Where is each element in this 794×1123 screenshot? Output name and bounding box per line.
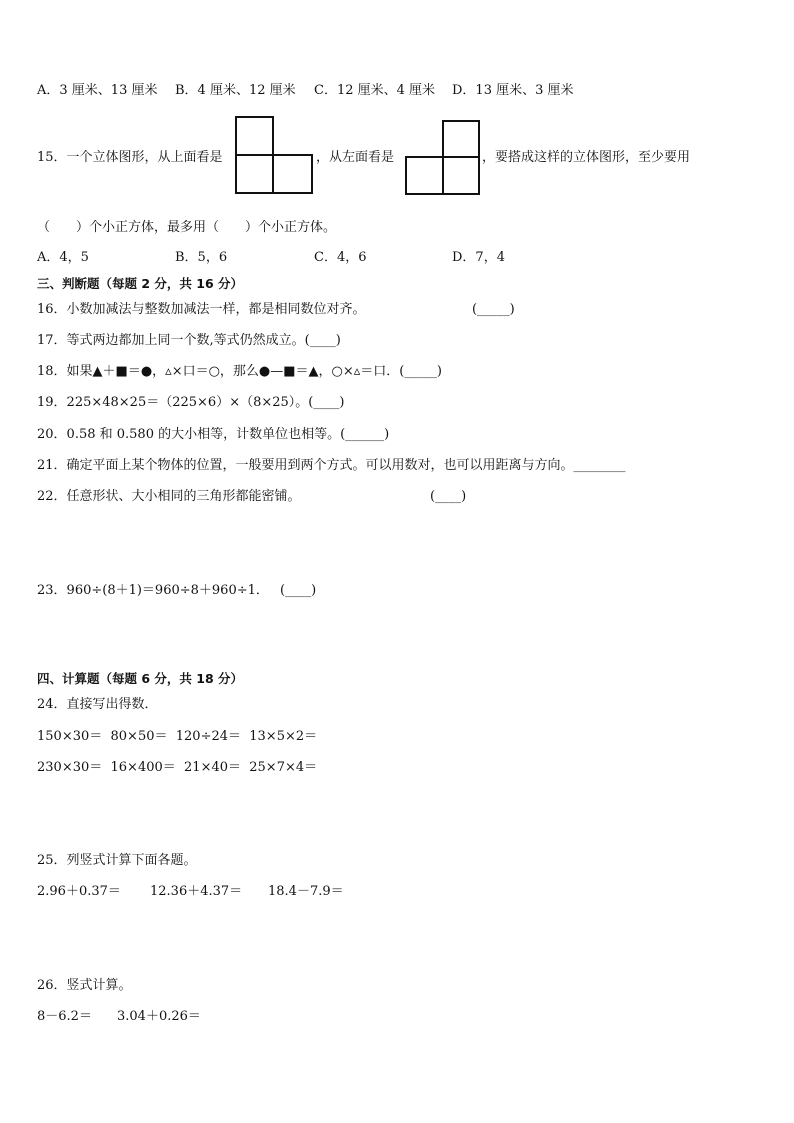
q14-option-c: C．12 厘米、4 厘米 [314, 83, 436, 98]
top-view-square [272, 154, 313, 194]
q15-text-part2: ，从左面看是 [316, 150, 395, 165]
q14-option-a: A．3 厘米、13 厘米 [37, 83, 158, 98]
q22-text: 22．任意形状、大小相同的三角形都能密铺。 [37, 489, 301, 504]
q21-text: 21．确定平面上某个物体的位置，一般要用到两个方式。可以用数对，也可以用距离与方向。________ [37, 458, 626, 473]
q18-text: 18．如果▲＋■＝●，▵×口＝○，那么●—■＝▲，○×▵＝口．(_____) [37, 364, 442, 379]
top-view-figure [235, 116, 313, 194]
q15-text-line2: （ ）个小正方体，最多用（ ）个小正方体。 [37, 220, 337, 235]
q15-option-c: C．4，6 [314, 250, 367, 265]
q23-answer-blank[interactable]: (____) [280, 583, 317, 598]
q16-answer-blank[interactable]: (_____) [472, 302, 515, 317]
q23-text: 23．960÷(8＋1)＝960÷8＋960÷1． [37, 583, 269, 598]
q14-option-d: D．13 厘米、3 厘米 [452, 83, 574, 98]
q26-title: 26．竖式计算。 [37, 978, 132, 993]
q15-option-d: D．7，4 [452, 250, 505, 265]
q15-text-part3: ，要搭成这样的立体图形，至少要用 [482, 150, 691, 165]
left-view-square [442, 120, 480, 158]
q24-title: 24．直接写出得数． [37, 697, 158, 712]
q24-row-2: 230×30＝ 16×400＝ 21×40＝ 25×7×4＝ [37, 760, 318, 775]
left-view-square [405, 156, 444, 195]
q20-text: 20．0.58 和 0.580 的大小相等，计数单位也相等。(______) [37, 427, 390, 442]
q25-item: 2.96＋0.37＝ [37, 884, 121, 899]
q17-text: 17．等式两边都加上同一个数,等式仍然成立。(____) [37, 333, 341, 348]
q24-row-1: 150×30＝ 80×50＝ 120÷24＝ 13×5×2＝ [37, 729, 318, 744]
q15-option-a: A．4，5 [37, 250, 89, 265]
q25-item: 18.4－7.9＝ [268, 884, 344, 899]
q25-item: 12.36＋4.37＝ [150, 884, 243, 899]
q15-option-b: B．5，6 [175, 250, 228, 265]
q16-text: 16．小数加减法与整数加减法一样，都是相同数位对齐。 [37, 302, 366, 317]
top-view-square [235, 154, 274, 194]
q15-text-part1: 15．一个立体图形，从上面看是 [37, 150, 223, 165]
q22-answer-blank[interactable]: (____) [430, 489, 467, 504]
q25-title: 25．列竖式计算下面各题。 [37, 853, 197, 868]
section-4-title: 四、计算题（每题 6 分，共 18 分） [37, 671, 244, 686]
q26-item: 3.04＋0.26＝ [117, 1009, 201, 1024]
left-view-square [442, 156, 480, 195]
q14-option-b: B．4 厘米、12 厘米 [175, 83, 296, 98]
q19-text: 19．225×48×25＝（225×6）×（8×25）。(____) [37, 395, 345, 410]
left-view-figure [405, 120, 480, 195]
q26-item: 8－6.2＝ [37, 1009, 92, 1024]
section-3-title: 三、判断题（每题 2 分，共 16 分） [37, 276, 244, 291]
top-view-square [235, 116, 274, 156]
